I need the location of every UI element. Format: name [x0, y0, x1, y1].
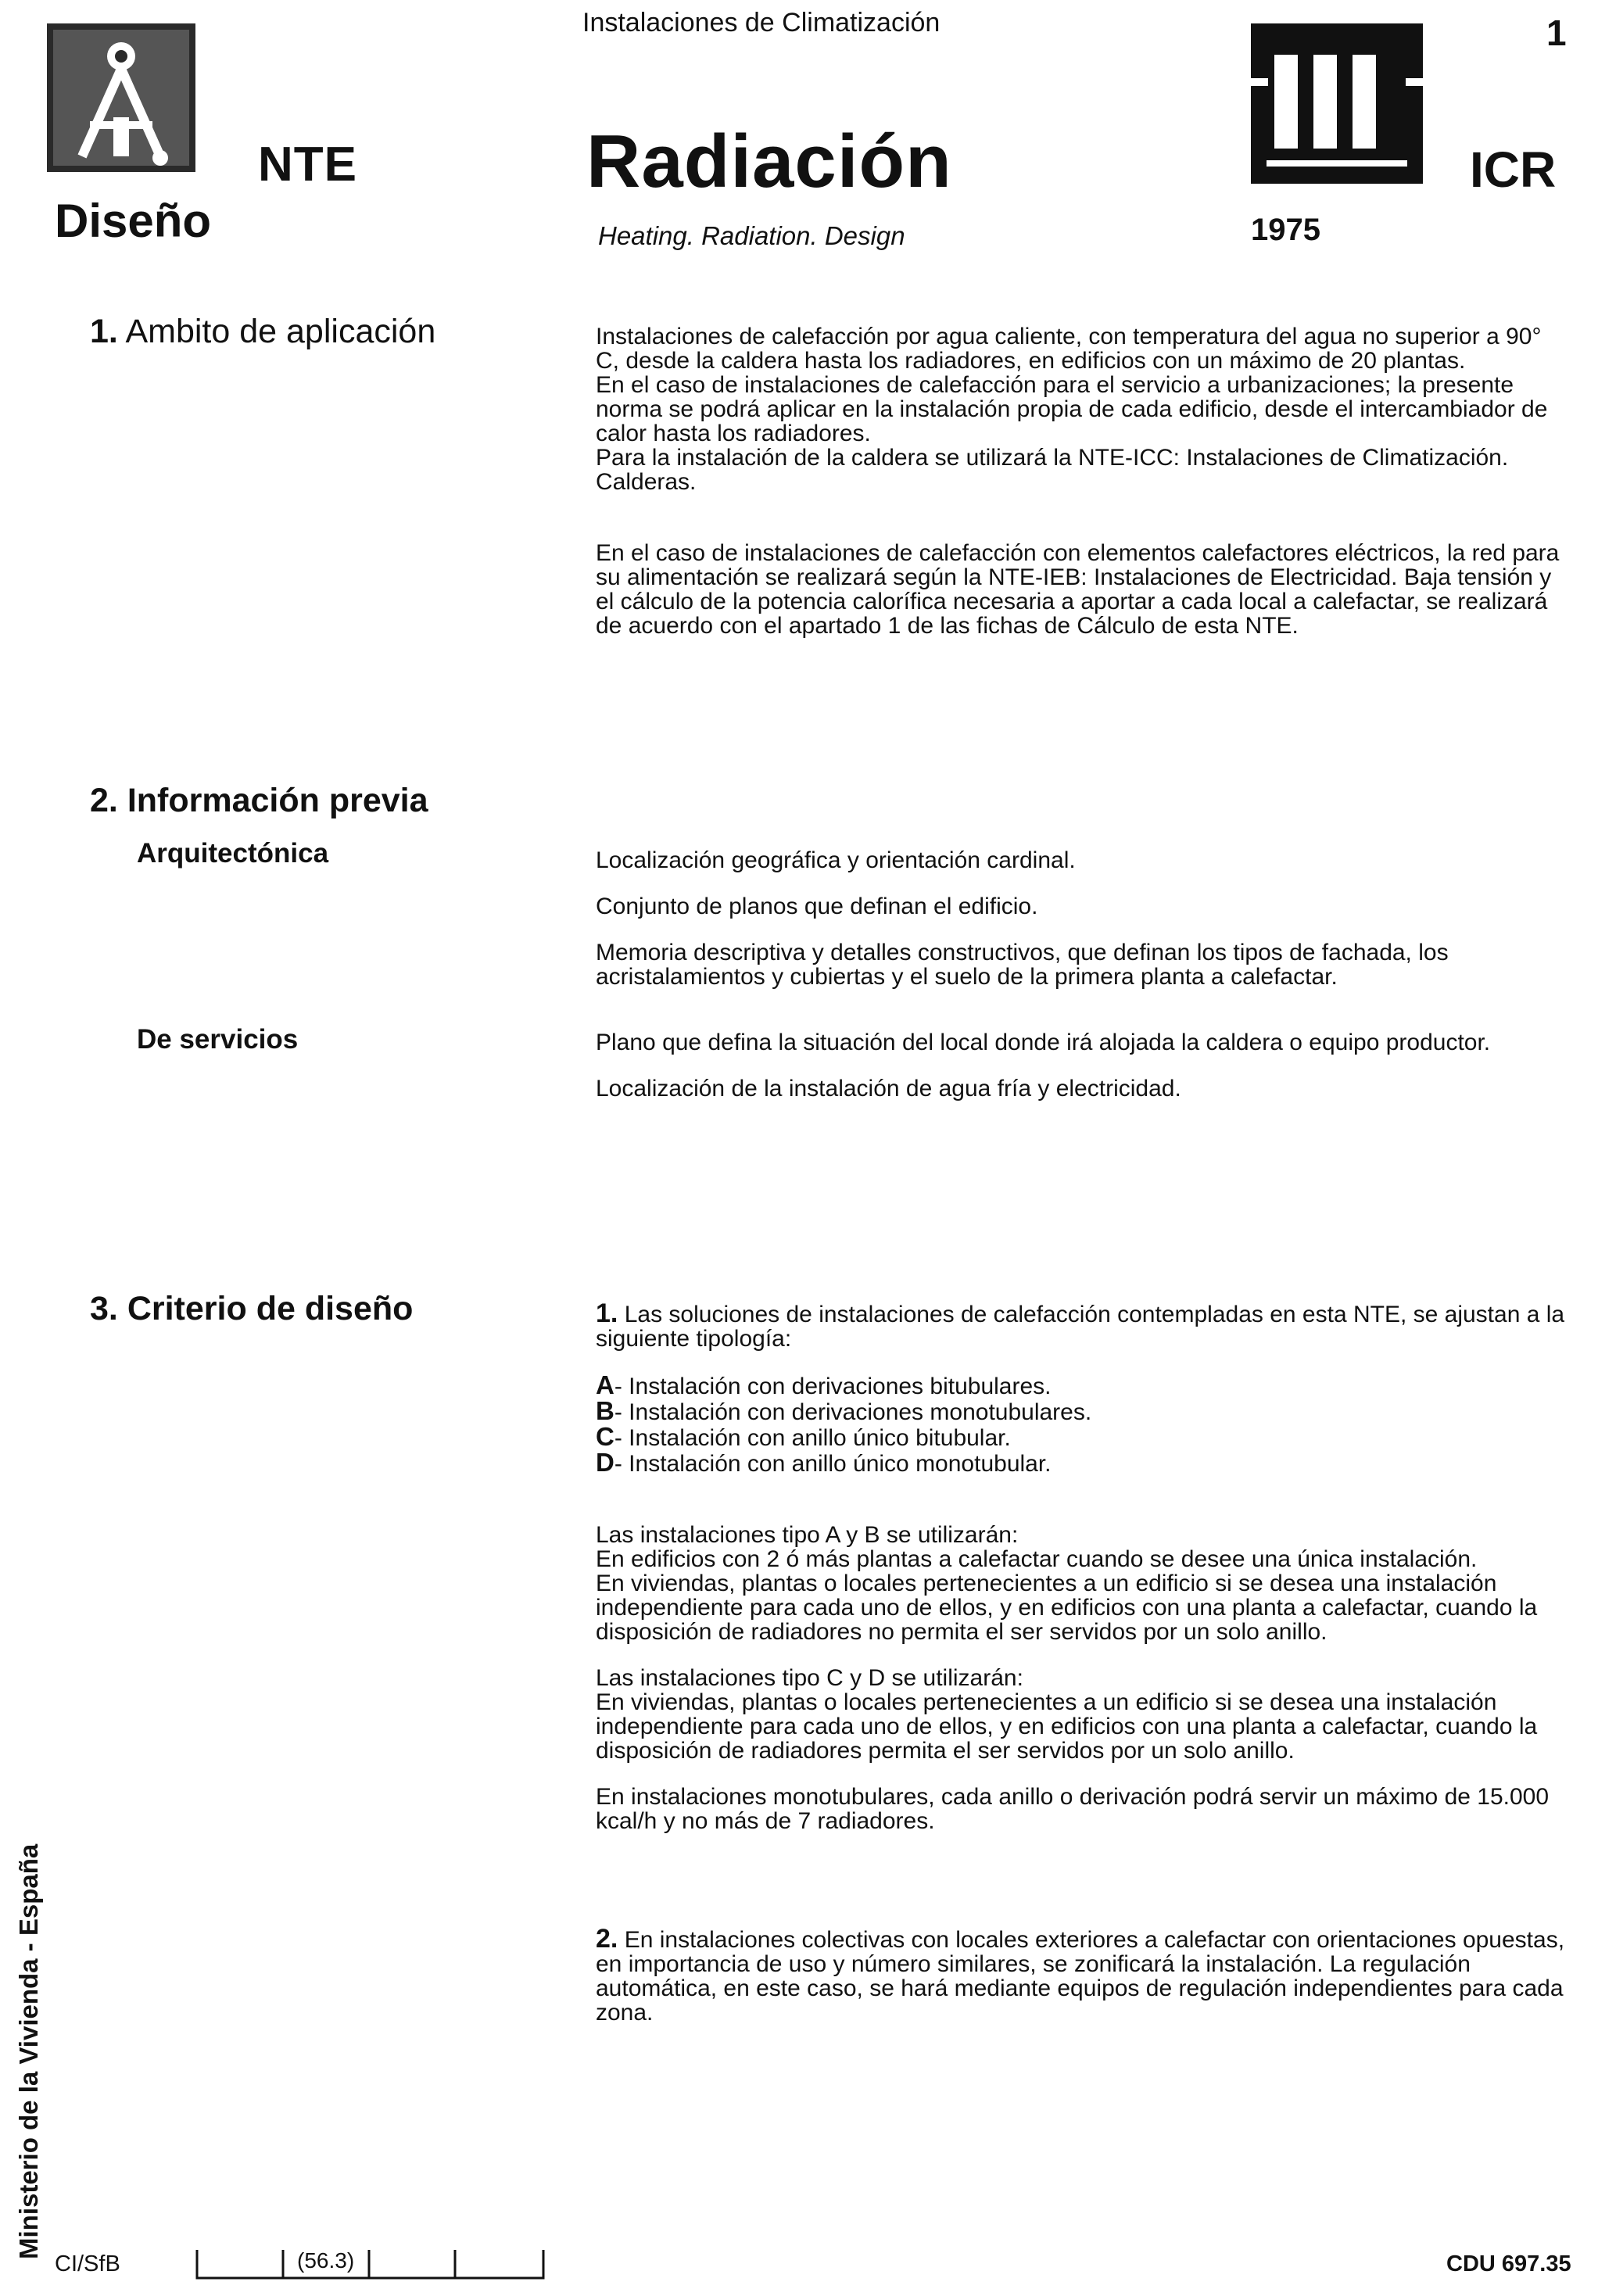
- cisfb-code: (56.3): [297, 2248, 355, 2273]
- page-title: Radiación: [586, 120, 952, 203]
- section-2-arq-body: [596, 848, 1565, 989]
- type-item: C- Instalación con anillo único bitubular.: [596, 1422, 1011, 1451]
- s1-paragraph: En el caso de instalaciones de calefacción para el servicio a urbanizaciones; la presente norma se podrá aplicar en la instalación propia de cada edificio, desde el intercambiador de calor hasta los radiadores.: [596, 372, 1548, 446]
- s3-cd-line: En viviendas, plantas o locales pertenecientes a un edificio si se desea una instalación independiente para cada uno de ellos, y en edificios con una planta a calefactar, cuando la disposición de radiadores permita el ser servidos por un solo anillo.: [596, 1689, 1538, 1764]
- s3-ab-line: En viviendas, plantas o locales pertenecientes a un edificio si se desea una instalación independiente para cada uno de ellos, y en edificios con una planta a calefactar, cuando la disposición de radiadores no permita el ser servidos por un solo anillo.: [596, 1571, 1538, 1645]
- type-item: A- Instalación con derivaciones bitubulares.: [596, 1370, 1052, 1399]
- s3-ab-line: En edificios con 2 ó más plantas a calefactar cuando se desee una única instalación.: [596, 1546, 1478, 1572]
- cisfb-bracket-icon: [195, 2242, 547, 2281]
- section-1-heading: Ambito de aplicación: [125, 313, 436, 350]
- s3-point-2: [596, 1924, 1565, 2026]
- category-label: Diseño: [55, 195, 212, 247]
- cdu-code: CDU 697.35: [1446, 2251, 1571, 2276]
- page-subtitle: Heating. Radiation. Design: [598, 221, 905, 250]
- s1-paragraph: Para la instalación de la caldera se utilizará la NTE-ICC: Instalaciones de Climatización. Calderas.: [596, 445, 1509, 495]
- s2-arq-item: Localización geográfica y orientación cardinal.: [596, 847, 1076, 873]
- cisfb-boxes: [195, 2242, 547, 2281]
- section-3-heading: Criterio de diseño: [127, 1290, 414, 1327]
- section-1-body: [596, 324, 1565, 638]
- section-3-number: 3.: [90, 1290, 118, 1327]
- cisfb-label: CI/SfB: [55, 2251, 120, 2276]
- s2-serv-item: Plano que defina la situación del local donde irá alojada la caldera o equipo productor.: [596, 1030, 1491, 1055]
- s3-point-2-number: 2.: [596, 1924, 618, 1954]
- s3-point-1-number: 1.: [596, 1298, 618, 1328]
- section-2-title: [90, 782, 428, 820]
- ministry-label: Ministerio de la Vivienda - España: [14, 1843, 43, 2259]
- s3-point-2-text: En instalaciones colectivas con locales exteriores a calefactar con orientaciones opuestas, en importancia de uso y número similares, se zonificará la instalación. La regulación automática, en este caso, se hará mediante equipos de regulación independientes para cada zona.: [596, 1927, 1565, 2026]
- s3-cd-line: Las instalaciones tipo C y D se utilizarán:: [596, 1665, 1023, 1691]
- nte-logo: [47, 23, 195, 172]
- radiator-logo: [1251, 23, 1423, 184]
- radiator-icon: [1251, 23, 1423, 184]
- series-title: Instalaciones de Climatización: [582, 8, 941, 38]
- section-1-number: 1.: [90, 313, 118, 350]
- s2-arq-item: Memoria descriptiva y detalles constructivos, que definan los tipos de fachada, los acristalamientos y cubiertas y el suelo de la primera planta a calefactar.: [596, 940, 1449, 990]
- s2-serv-item: Localización de la instalación de agua fría y electricidad.: [596, 1076, 1181, 1101]
- nte-label: NTE: [258, 138, 357, 192]
- compass-logo-icon: [47, 23, 195, 172]
- section-3-body: [596, 1298, 1565, 2026]
- s3-ab-line: Las instalaciones tipo A y B se utilizarán:: [596, 1522, 1019, 1548]
- s1-paragraph: Instalaciones de calefacción por agua caliente, con temperatura del agua no superior a 90° C, desde la caldera hasta los radiadores, en edificios con un máximo de 20 plantas.: [596, 324, 1542, 374]
- section-1-title: [90, 313, 435, 351]
- s3-point-1-text: Las soluciones de instalaciones de calefacción contempladas en esta NTE, se ajustan a la siguiente tipología:: [596, 1302, 1565, 1352]
- section-2-serv-body: [596, 1030, 1565, 1101]
- subsection-arquitectonica: Arquitectónica: [137, 838, 329, 869]
- type-item: B- Instalación con derivaciones monotubulares.: [596, 1396, 1092, 1425]
- s3-mono-text: En instalaciones monotubulares, cada anillo o derivación podrá servir un máximo de 15.000 kcal/h y no más de 7 radiadores.: [596, 1784, 1550, 1834]
- s2-arq-item: Conjunto de planos que definan el edificio.: [596, 894, 1038, 919]
- s3-intro: [596, 1298, 1565, 1352]
- sheet-number: 1: [1546, 13, 1567, 53]
- type-item: D- Instalación con anillo único monotubular.: [596, 1448, 1052, 1477]
- s1-paragraph: En el caso de instalaciones de calefacción con elementos calefactores eléctricos, la red para su alimentación se realizará según la NTE-IEB: Instalaciones de Electricidad. Baja tensión y el cálculo de la potencia calorífica necesaria a aportar a cada local a calefactar, se realizará de acuerdo con el apartado 1 de las fichas de Cálculo de esta NTE.: [596, 540, 1560, 639]
- section-3-title: [90, 1290, 413, 1328]
- year: 1975: [1251, 213, 1320, 247]
- section-2-heading: Información previa: [127, 782, 428, 819]
- subsection-servicios: De servicios: [137, 1024, 299, 1055]
- section-2-number: 2.: [90, 782, 118, 819]
- norm-code: ICR: [1470, 141, 1557, 198]
